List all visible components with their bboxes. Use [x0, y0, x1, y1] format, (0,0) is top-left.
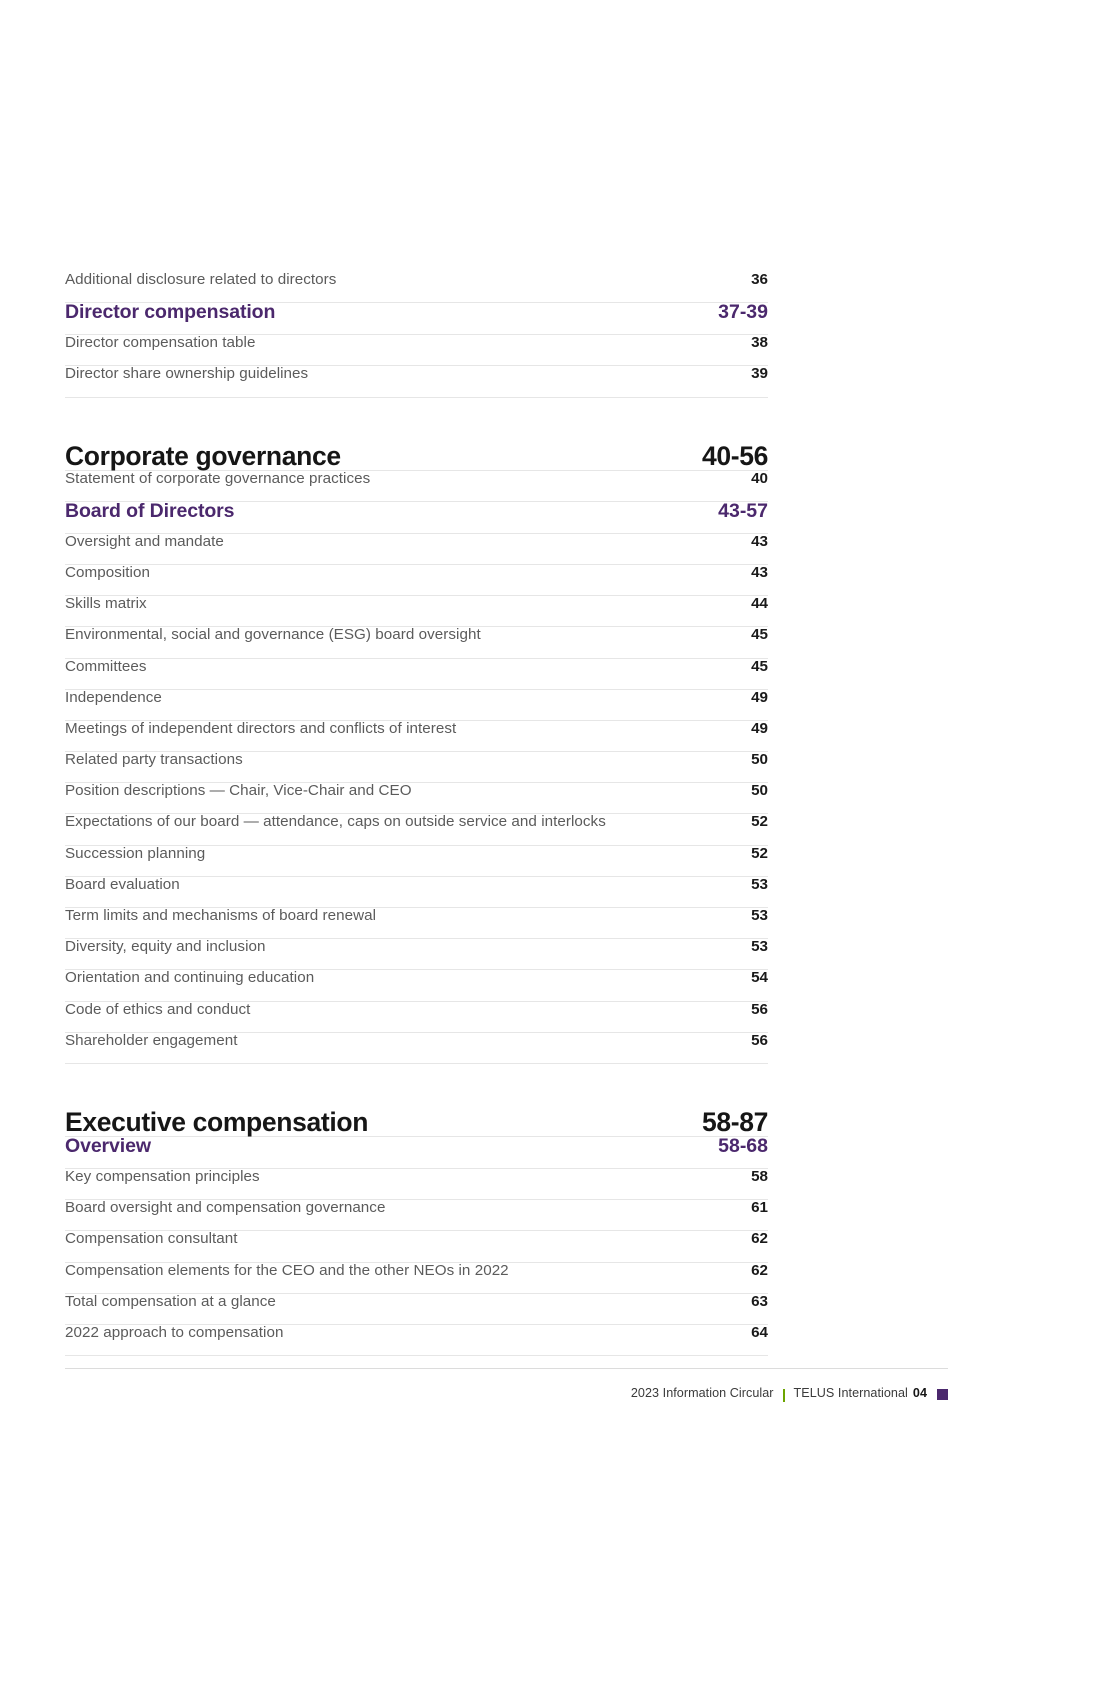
toc-entry-label: Director compensation table [65, 334, 256, 352]
toc-entry-row[interactable] [65, 939, 768, 970]
toc-entry-label: Board of Directors [65, 499, 235, 522]
toc-entry-page-number: 54 [751, 969, 768, 987]
toc-entry-page-number: 52 [751, 844, 768, 862]
toc-entry-label: Position descriptions — Chair, Vice-Chair and CEO [65, 782, 412, 800]
toc-entry-row[interactable] [65, 565, 768, 596]
toc-subsection-row[interactable] [65, 303, 768, 335]
toc-entry-label: Environmental, social and governance (ESG) board oversight [65, 626, 481, 644]
toc-subsection-row[interactable] [65, 1134, 768, 1169]
toc-entry-row[interactable] [65, 471, 768, 502]
toc-entry-row[interactable] [65, 366, 768, 397]
toc-entry-page-number: 53 [751, 907, 768, 924]
toc-entry-page-number: 43-57 [718, 499, 768, 522]
toc-entry-page-number: 64 [751, 1323, 768, 1341]
toc-entry-page-number: 43 [751, 532, 768, 550]
toc-entry-page-number: 37-39 [718, 301, 768, 324]
toc-entry-row[interactable] [65, 1200, 768, 1231]
toc-entry-page-number: 40-56 [701, 441, 768, 472]
toc-entry-row[interactable] [65, 814, 768, 845]
toc-entry-label: Related party transactions [65, 751, 243, 769]
toc-entry-page-number: 56 [751, 1031, 768, 1049]
toc-entry-label: Statement of corporate governance practices [65, 469, 371, 487]
toc-entry-row[interactable] [65, 752, 768, 783]
toc-entry-label: Key compensation principles [65, 1167, 260, 1185]
toc-entry-label: Corporate governance [65, 441, 341, 472]
toc-entry-page-number: 56 [751, 1000, 768, 1018]
toc-entry-page-number: 45 [751, 626, 768, 644]
toc-entry-row[interactable] [65, 877, 768, 908]
toc-entry-row[interactable] [65, 335, 768, 366]
toc-entry-label: Oversight and mandate [65, 532, 224, 550]
toc-entry-label: Skills matrix [65, 595, 147, 613]
footer-content [65, 1369, 948, 1400]
toc-entry-page-number: 40 [751, 469, 768, 487]
toc-entry-page-number: 62 [751, 1230, 768, 1248]
toc-entry-row[interactable] [65, 1002, 768, 1033]
toc-entry-page-number: 53 [751, 938, 768, 956]
page-footer [65, 1368, 948, 1400]
toc-entry-label: Director share ownership guidelines [65, 365, 309, 383]
toc-entry-page-number: 63 [751, 1292, 768, 1310]
toc-section-spacer [65, 398, 768, 427]
toc-entry-label: Composition [65, 563, 150, 581]
toc-entry-row[interactable] [65, 534, 768, 565]
toc-section-spacer [65, 1064, 768, 1093]
toc-entry-page-number: 49 [751, 688, 768, 706]
toc-section-row[interactable] [65, 1093, 768, 1137]
toc-entry-page-number: 53 [751, 875, 768, 893]
telus-square-logo-icon [937, 1389, 948, 1400]
toc-entry-page-number: 58-68 [718, 1134, 768, 1157]
toc-entry-label: Board evaluation [65, 875, 180, 893]
toc-entry-label: Expectations of our board — attendance, caps on outside service and interlocks [65, 813, 606, 831]
toc-entry-row[interactable] [65, 783, 768, 814]
toc-entry-row[interactable] [65, 272, 768, 303]
toc-entry-label: Term limits and mechanisms of board renewal [65, 907, 377, 924]
toc-entry-page-number: 45 [751, 657, 768, 675]
footer-page-number: 04 [912, 1386, 927, 1400]
toc-entry-label: Board oversight and compensation governance [65, 1199, 386, 1217]
toc-entry-row[interactable] [65, 1231, 768, 1262]
toc-entry-label: Code of ethics and conduct [65, 1000, 251, 1018]
toc-entry-row[interactable] [65, 1033, 768, 1064]
toc-entry-label: Overview [65, 1134, 151, 1157]
toc-entry-label: Additional disclosure related to directors [65, 271, 337, 288]
toc-entry-page-number: 43 [751, 563, 768, 581]
toc-entry-row[interactable] [65, 908, 768, 939]
toc-entry-row[interactable] [65, 721, 768, 752]
toc-entry-label: Director compensation [65, 301, 276, 324]
toc-entry-page-number: 58 [751, 1167, 768, 1185]
toc-entry-label: Committees [65, 657, 147, 675]
toc-entry-row[interactable] [65, 1263, 768, 1294]
toc-subsection-row[interactable] [65, 499, 768, 534]
footer-brand-label: TELUS International [793, 1386, 908, 1400]
toc-entry-row[interactable] [65, 1325, 768, 1356]
toc-entry-row[interactable] [65, 846, 768, 877]
toc-entry-row[interactable] [65, 970, 768, 1001]
toc-entry-label: Diversity, equity and inclusion [65, 938, 266, 956]
footer-separator-icon [783, 1389, 785, 1402]
toc-entry-page-number: 44 [751, 595, 768, 613]
table-of-contents [65, 272, 768, 1356]
toc-entry-row[interactable] [65, 659, 768, 690]
toc-entry-page-number: 36 [751, 271, 768, 288]
toc-entry-label: Succession planning [65, 844, 206, 862]
toc-entry-page-number: 62 [751, 1261, 768, 1279]
toc-entry-label: Independence [65, 688, 162, 706]
toc-entry-label: Compensation elements for the CEO and the other NEOs in 2022 [65, 1261, 509, 1279]
toc-entry-page-number: 52 [751, 813, 768, 831]
toc-entry-page-number: 50 [751, 751, 768, 769]
toc-entry-row[interactable] [65, 627, 768, 658]
toc-entry-label: Total compensation at a glance [65, 1292, 276, 1310]
toc-entry-row[interactable] [65, 1294, 768, 1325]
toc-entry-page-number: 38 [751, 334, 768, 352]
footer-circular-label: 2023 Information Circular [630, 1386, 774, 1400]
toc-entry-page-number: 61 [751, 1199, 768, 1217]
toc-entry-row[interactable] [65, 1169, 768, 1200]
toc-entry-page-number: 49 [751, 719, 768, 737]
toc-entry-page-number: 39 [751, 365, 768, 383]
toc-entry-row[interactable] [65, 690, 768, 721]
toc-entry-label: Orientation and continuing education [65, 969, 315, 987]
toc-entry-row[interactable] [65, 596, 768, 627]
toc-section-row[interactable] [65, 427, 768, 471]
toc-entry-label: Meetings of independent directors and conflicts of interest [65, 719, 457, 737]
toc-entry-page-number: 58-87 [701, 1107, 768, 1138]
toc-entry-label: Executive compensation [65, 1107, 369, 1138]
toc-entry-label: 2022 approach to compensation [65, 1323, 284, 1341]
toc-entry-page-number: 50 [751, 782, 768, 800]
toc-entry-label: Compensation consultant [65, 1230, 238, 1248]
toc-entry-label: Shareholder engagement [65, 1031, 238, 1049]
